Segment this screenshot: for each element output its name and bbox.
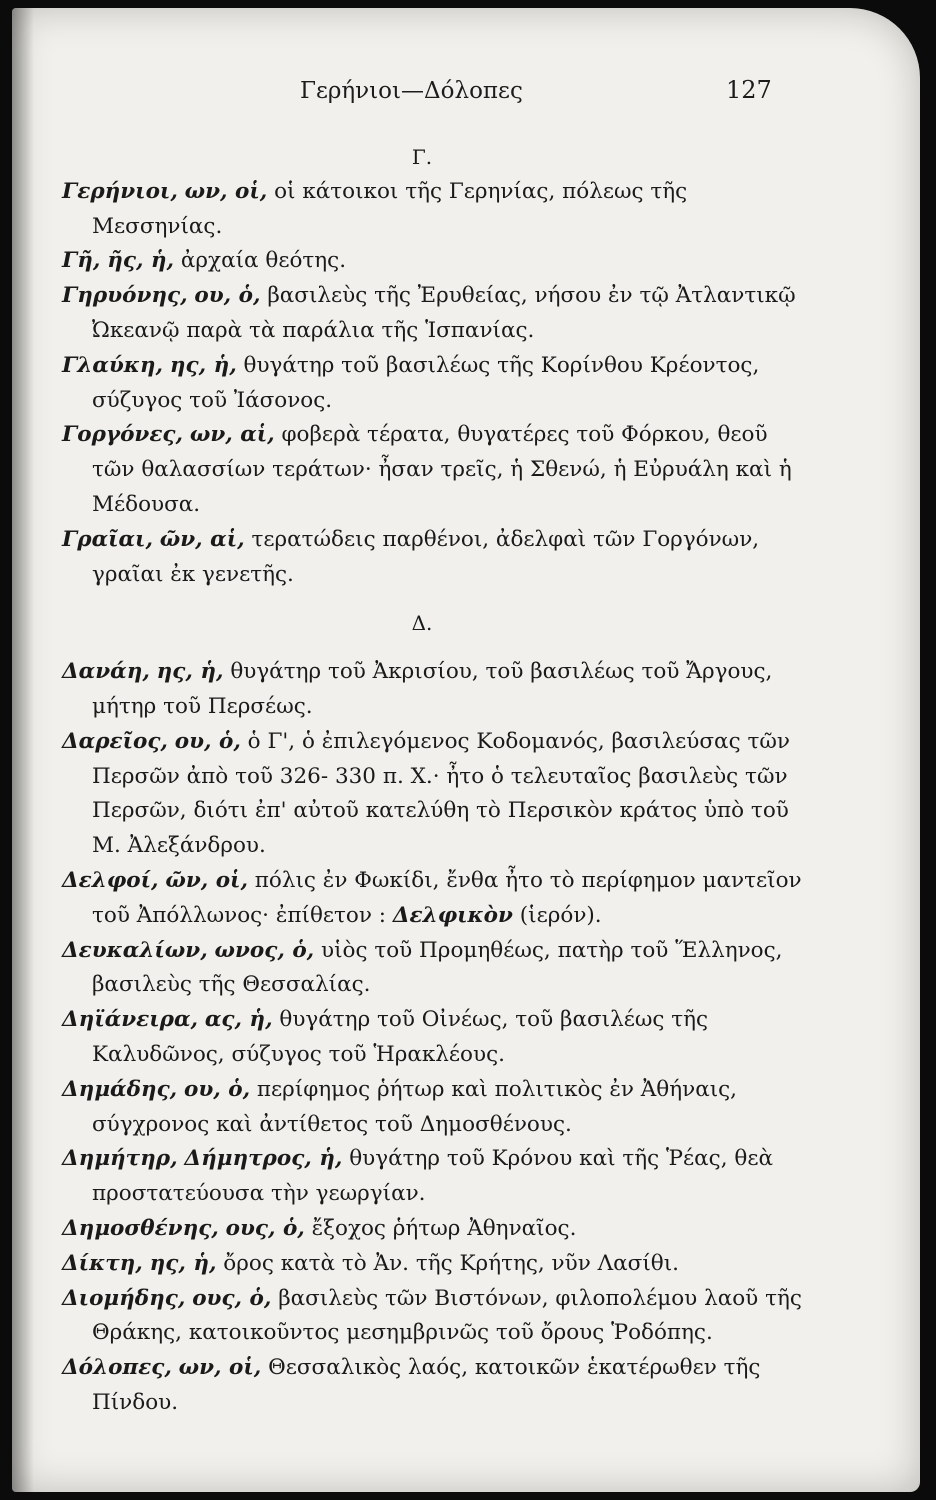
grammar: ους, ὁ, — [225, 1215, 305, 1241]
definition: υἱὸς τοῦ Προμηθέως, πατὴρ τοῦ Ἕλληνος, βασιλεὺς τῆς Θεσσαλίας. — [92, 937, 783, 998]
definition: οἱ κάτοικοι τῆς Γερηνίας, πόλεως τῆς Μεσσηνίας. — [92, 178, 688, 239]
headword: Δανάη, — [62, 659, 150, 685]
grammar: ου, ὁ, — [194, 283, 261, 309]
entry-dareios — [62, 725, 802, 864]
grammar: ου, ὁ, — [174, 728, 241, 754]
running-title: Γερήνιοι—Δόλοπες — [300, 78, 523, 104]
entry-delphoi — [62, 864, 802, 934]
headword: Δευκαλίων, — [62, 937, 208, 963]
definition-tail: (ἱερόν). — [519, 902, 602, 928]
entry-geryones — [62, 279, 802, 349]
section-spacer — [62, 592, 802, 606]
definition: φοβερὰ τέρατα, θυγατέρες τοῦ Φόρκου, θεοῦ τῶν θαλασσίων τεράτων· ἦσαν τρεῖς, ἡ Σθενώ, ἡ Εὐρυάλη καὶ ἡ Μέδουσα. — [92, 422, 792, 517]
headword: Γερήνιοι, — [62, 178, 178, 204]
grammar: ων, οἱ, — [184, 178, 268, 204]
grammar: ων, αἱ, — [189, 422, 275, 448]
grammar: ης, ἡ, — [149, 1250, 217, 1276]
entry-gorgones — [62, 418, 802, 522]
headword: Δηϊάνειρα, — [62, 1007, 198, 1033]
book-page — [12, 8, 920, 1492]
headword: Δημοσθένης, — [62, 1215, 219, 1241]
headword: Δημήτηρ, — [62, 1146, 178, 1172]
definition: θυγάτηρ τοῦ Οἰνέως, τοῦ βασιλέως τῆς Καλυδῶνος, σύζυγος τοῦ Ἡρακλέους. — [92, 1007, 709, 1067]
grammar: ης, ἡ, — [169, 352, 237, 378]
headword: Γῆ, — [62, 248, 101, 274]
definition: θυγάτηρ τοῦ Κρόνου καὶ τῆς Ῥέας, θεὰ προστατεύουσα τὴν γεωργίαν. — [92, 1146, 773, 1207]
grammar: ους, ὁ, — [192, 1285, 272, 1311]
entry-deukalion — [62, 934, 802, 1004]
headword: Γλαύκη, — [62, 352, 164, 378]
dictionary-entries — [62, 140, 802, 1421]
section-letter-gamma: Γ. — [411, 145, 433, 169]
grammar: ῆς, ἡ, — [107, 248, 175, 274]
entry-demades — [62, 1073, 802, 1143]
definition: πόλις ἐν Φωκίδι, ἔνθα ἦτο τὸ περίφημον μαντεῖον τοῦ Ἀπόλλωνος· ἐπίθετον : — [92, 867, 802, 928]
headword: Δαρεῖος, — [62, 728, 168, 754]
entry-graiai — [62, 523, 802, 593]
headword: Δίκτη, — [62, 1250, 143, 1276]
headword: Γηρυόνης, — [62, 283, 188, 309]
definition: ὁ Γ', ὁ ἐπιλεγόμενος Κοδομανός, βασιλεύσας τῶν Περσῶν ἀπὸ τοῦ 326- 330 π. Χ.· ἦτο ὁ τελευταῖος βασιλεὺς τῶν Περσῶν, διότι ἐπ' αὐτοῦ κατελύθη τὸ Περσικὸν κράτος ὑπὸ τοῦ Μ. Ἀλεξάνδρου. — [92, 728, 790, 859]
entry-demosthenes — [62, 1212, 802, 1247]
section-spacer — [62, 641, 802, 655]
grammar: Δήμητρος, ἡ, — [184, 1146, 343, 1172]
entry-gerenioi — [62, 175, 802, 245]
grammar: ου, ὁ, — [184, 1076, 251, 1102]
entry-danae — [62, 655, 802, 725]
grammar: ωνος, ὁ, — [214, 937, 315, 963]
definition: βασιλεὺς τῆς Ἐρυθείας, νήσου ἐν τῷ Ἀτλαντικῷ Ὠκεανῷ παρὰ τὰ παράλια τῆς Ἱσπανίας. — [92, 283, 796, 343]
derived-word: Δελφικὸν — [392, 902, 513, 928]
definition: ἔξοχος ῥήτωρ Ἀθηναῖος. — [311, 1215, 577, 1241]
definition: θυγάτηρ τοῦ Ἀκρισίου, τοῦ βασιλέως τοῦ Ἄργους, μήτηρ τοῦ Περσέως. — [92, 659, 773, 719]
entry-diomedes — [62, 1282, 802, 1352]
headword: Δημάδης, — [62, 1076, 178, 1102]
headword: Γραῖαι, — [62, 526, 153, 552]
headword: Διομήδης, — [62, 1285, 186, 1311]
grammar: ῶν, αἱ, — [159, 526, 245, 552]
section-letter-delta: Δ. — [411, 611, 433, 636]
definition: βασιλεὺς τῶν Βιστόνων, φιλοπολέμου λαοῦ τῆς Θράκης, κατοικοῦντος μεσημβρινῶς τοῦ ὄρους Ῥοδόπης. — [92, 1285, 802, 1346]
definition: ἀρχαία θεότης. — [180, 248, 347, 274]
headword: Γοργόνες, — [62, 422, 184, 448]
headword: Δόλοπες, — [62, 1355, 172, 1381]
entry-deianeira — [62, 1003, 802, 1073]
headword: Δελφοί, — [62, 867, 159, 893]
grammar: ας, ἡ, — [204, 1007, 273, 1033]
grammar: ης, ἡ, — [156, 659, 224, 685]
entry-dikte — [62, 1247, 802, 1282]
grammar: ων, οἱ, — [178, 1355, 262, 1381]
entry-demeter — [62, 1142, 802, 1212]
definition: θυγάτηρ τοῦ βασιλέως τῆς Κορίνθου Κρέοντος, σύζυγος τοῦ Ἰάσονος. — [92, 352, 760, 413]
entry-ge — [62, 244, 802, 279]
definition: περίφημος ῥήτωρ καὶ πολιτικὸς ἐν Ἀθήναις, σύγχρονος καὶ ἀντίθετος τοῦ Δημοσθένους. — [92, 1076, 738, 1137]
entry-glauke — [62, 349, 802, 419]
definition: τερατώδεις παρθένοι, ἀδελφαὶ τῶν Γοργόνων, γραῖαι ἐκ γενετῆς. — [92, 526, 760, 587]
entry-dolopes — [62, 1351, 802, 1421]
definition: Θεσσαλικὸς λαός, κατοικῶν ἑκατέρωθεν τῆς Πίνδου. — [92, 1355, 761, 1415]
definition: ὄρος κατὰ τὸ Ἀν. τῆς Κρήτης, νῦν Λασίθι. — [223, 1250, 679, 1276]
page-number: 127 — [726, 76, 772, 104]
page-gutter-shadow — [12, 8, 34, 1492]
grammar: ῶν, οἱ, — [165, 867, 248, 893]
